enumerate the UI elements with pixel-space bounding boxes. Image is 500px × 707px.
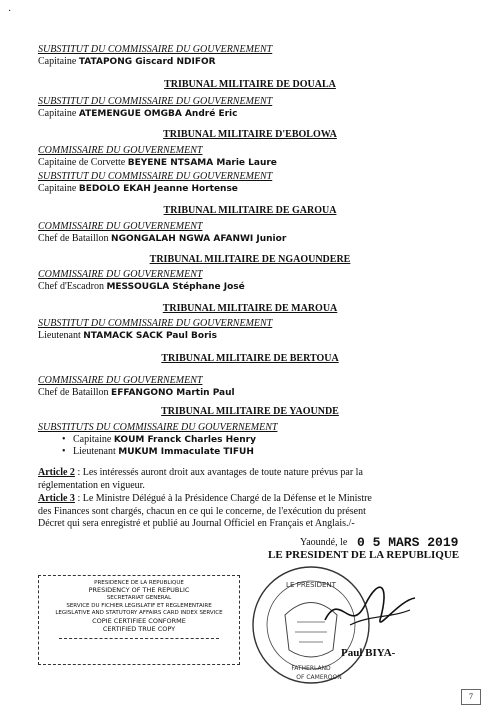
officer-name: EFFANGONO Martin Paul: [111, 388, 235, 398]
officer-line: [38, 183, 238, 195]
article-3: [38, 493, 468, 531]
officer-rank: Capitaine: [73, 434, 112, 445]
officer-name: BEDOLO EKAH Jeanne Hortense: [78, 184, 238, 194]
seal-text-bottom: FATHERLAND: [291, 665, 331, 672]
tribunal-header: TRIBUNAL MILITAIRE D'EBOLOWA: [163, 129, 337, 140]
tribunal-header: TRIBUNAL MILITAIRE DE DOUALA: [164, 79, 336, 90]
stamp-line: PRESIDENCE DE LA REPUBLIQUE: [94, 580, 184, 586]
officer-rank: Capitaine de Corvette: [38, 157, 126, 168]
officer-name: BEYENE NTSAMA Marie Laure: [127, 158, 277, 168]
signature-place: Yaoundé, le: [300, 537, 348, 548]
tribunal-header: TRIBUNAL MILITAIRE DE GAROUA: [163, 205, 337, 216]
stamp-line: CERTIFIED TRUE COPY: [102, 625, 176, 633]
officer-name: NTAMACK SACK Paul Boris: [83, 331, 217, 341]
stamp-divider: [59, 638, 219, 639]
seal-text-top: LE PRÉSIDENT: [286, 581, 336, 589]
date-stamp: 0 5 MARS 2019: [357, 535, 459, 550]
page-number: 7: [461, 689, 481, 705]
officer-line: [38, 56, 216, 68]
stamp-line: SECRETARIAT GENERAL: [106, 595, 172, 601]
margin-mark: ·: [8, 6, 12, 17]
role-title: COMMISSAIRE DU GOUVERNEMENT: [38, 269, 203, 280]
officer-name: TATAPONG Giscard NDIFOR: [78, 57, 216, 67]
signatory-title: LE PRESIDENT DE LA REPUBLIQUE: [268, 549, 460, 561]
officer-rank: Capitaine: [38, 56, 77, 67]
stamp-line: LEGISLATIVE AND STATUTORY AFFAIRS CARD INDEX SERVICE: [55, 610, 223, 616]
role-title: SUBSTITUT DU COMMISSAIRE DU GOUVERNEMENT: [38, 96, 273, 107]
officer-rank: Capitaine: [38, 108, 77, 119]
officer-line: [38, 387, 235, 399]
officer-line: [38, 233, 286, 245]
bullet-icon: •: [62, 446, 66, 457]
role-title: COMMISSAIRE DU GOUVERNEMENT: [38, 145, 203, 156]
article-2: [38, 467, 468, 492]
role-title: SUBSTITUTS DU COMMISSAIRE DU GOUVERNEMENT: [38, 422, 278, 433]
officer-name: KOUM Franck Charles Henry: [113, 435, 256, 445]
article-label: Article 2: [38, 467, 75, 478]
officer-line: [38, 281, 245, 293]
officer-name: MUKUM Immaculate TIFUH: [118, 447, 254, 457]
signatory-name: Paul BIYA-: [341, 647, 396, 659]
role-title: SUBSTITUT DU COMMISSAIRE DU GOUVERNEMENT: [38, 318, 273, 329]
article-text: réglementation en vigueur.: [38, 479, 145, 491]
role-title: COMMISSAIRE DU GOUVERNEMENT: [38, 221, 203, 232]
handwritten-signature-icon: [320, 580, 420, 640]
bullet-icon: •: [62, 434, 66, 445]
officer-rank: Chef d'Escadron: [38, 281, 104, 292]
list-item: [62, 434, 256, 446]
officer-rank: Chef de Bataillon: [38, 387, 109, 398]
officer-name: MESSOUGLA Stéphane José: [106, 282, 245, 292]
officer-name: ATEMENGUE OMGBA André Eric: [78, 109, 238, 119]
stamp-line: COPIE CERTIFIEE CONFORME: [92, 617, 186, 625]
article-label: Article 3: [38, 493, 75, 504]
tribunal-header: TRIBUNAL MILITAIRE DE NGAOUNDERE: [149, 254, 351, 265]
article-text: : Les intéressés auront droit aux avantages de toute nature prévus par la: [74, 467, 363, 478]
officer-line: [38, 157, 277, 169]
stamp-line: SERVICE DU FICHIER LEGISLATIF ET REGLEMENTAIRE: [66, 603, 212, 609]
certified-copy-stamp: [38, 575, 240, 665]
article-text: : Le Ministre Délégué à la Présidence Chargé de la Défense et le Ministre: [74, 493, 372, 504]
role-title: COMMISSAIRE DU GOUVERNEMENT: [38, 375, 203, 386]
officer-line: [38, 108, 237, 120]
role-title: SUBSTITUT DU COMMISSAIRE DU GOUVERNEMENT: [38, 44, 273, 55]
article-text: des Finances sont chargés, chacun en ce qui le concerne, de l'exécution du présent: [38, 505, 366, 517]
stamp-line: PRESIDENCY OF THE REPUBLIC: [88, 586, 190, 594]
officer-rank: Capitaine: [38, 183, 77, 194]
officer-rank: Chef de Bataillon: [38, 233, 109, 244]
seal-text-country: OF CAMEROON: [296, 674, 342, 681]
tribunal-header: TRIBUNAL MILITAIRE DE BERTOUA: [161, 353, 339, 364]
officer-name: NGONGALAH NGWA AFANWI Junior: [111, 234, 287, 244]
article-text: Décret qui sera enregistré et publié au Journal Officiel en Français et Anglais./-: [38, 518, 355, 529]
officer-rank: Lieutenant: [38, 330, 81, 341]
tribunal-header: TRIBUNAL MILITAIRE DE MAROUA: [162, 303, 338, 314]
list-item: [62, 446, 254, 458]
officer-line: [38, 330, 217, 342]
role-title: SUBSTITUT DU COMMISSAIRE DU GOUVERNEMENT: [38, 171, 273, 182]
tribunal-header: TRIBUNAL MILITAIRE DE YAOUNDE: [161, 406, 339, 417]
officer-rank: Lieutenant: [73, 446, 116, 457]
